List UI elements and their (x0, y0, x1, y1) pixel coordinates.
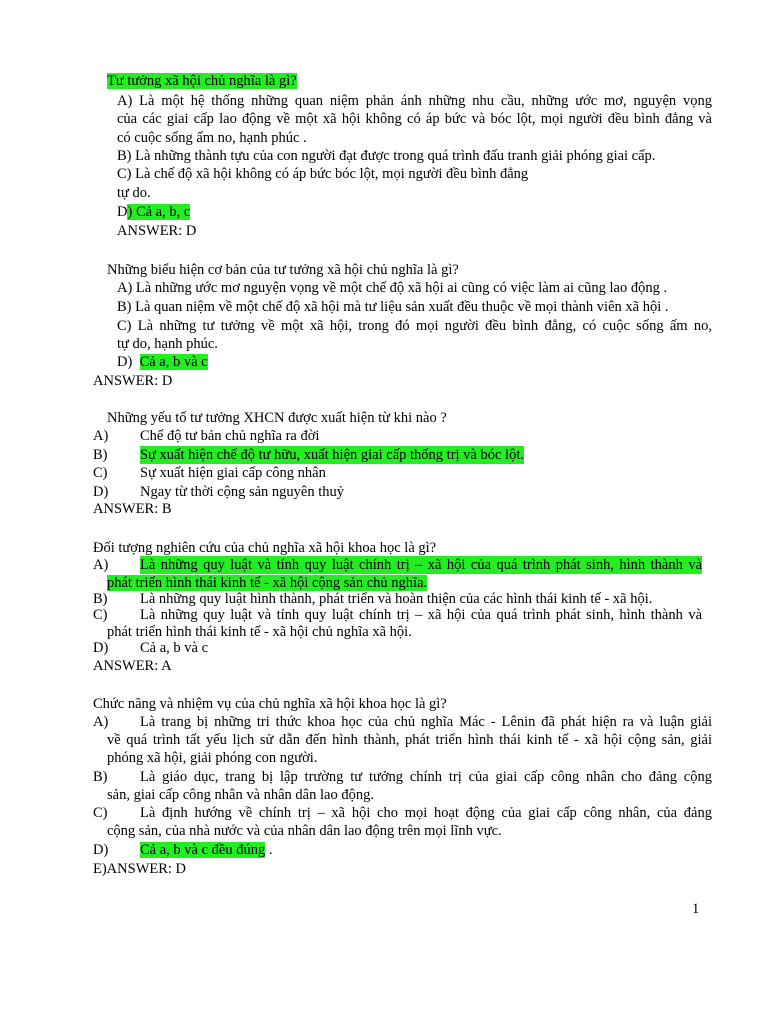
q1-option-d: D) Cả a, b, c (117, 204, 191, 220)
q3-question: Những yếu tố tư tưởng XHCN được xuất hiện từ khi nào ? (107, 410, 447, 426)
q1-option-a: A) Là một hệ thống những quan niệm phản ánh những nhu cầu, những ước mơ, nguyện vọng (117, 93, 712, 109)
q1-option-a-cont: của các giai cấp lao động về một xã hội không có áp bức và bóc lột, mọi người đều bình đẳng và (117, 111, 712, 127)
q5-question: Chức năng và nhiệm vụ của chủ nghĩa xã hội khoa học là gì? (93, 696, 447, 712)
q1-option-a-cont2: có cuộc sống ấm no, hạnh phúc . (117, 130, 307, 146)
q1-question: Tư tưởng xã hội chủ nghĩa là gì? (107, 73, 297, 89)
q4-answer: ANSWER: A (93, 658, 172, 674)
q5-answer: E)ANSWER: D (93, 861, 187, 877)
q4-question: Đối tượng nghiên cứu của chủ nghĩa xã hội khoa học là gì? (93, 540, 437, 556)
q2-option-c-cont: tự do, hạnh phúc. (117, 336, 218, 352)
q5-option-b-cont: sản, giai cấp công nhân và nhân dân lao động. (107, 787, 374, 803)
q2-question: Những biểu hiện cơ bản của tư tưởng xã hội chủ nghĩa là gì? (107, 262, 459, 278)
page-number: 1 (692, 901, 700, 917)
document-page: Tư tưởng xã hội chủ nghĩa là gì? A) Là một hệ thống những quan niệm phản ánh những nhu cầu, những ước mơ, nguyện vọng của các giai cấp lao động về một xã hội không có áp bức và bóc lột, mọi người đều bình đẳng và có cuộc sống ấm no, hạnh phúc . B) Là những thành tựu của con người đạt được trong quá trình đấu tranh giải phóng giai cấp. C) Là chế độ xã hội không có áp bức bóc lột, mọi người đều bình đẳng tự do. D) Cả a, b, c ANSWER: D Những biểu hiện cơ bản của tư tưởng xã hội chủ nghĩa là gì? A) Là những ước mơ nguyện vọng về một chế độ xã hội ai cũng có việc làm ai cũng lao động . B) Là quan niệm về một chế độ xã hội mà tư liệu sản xuất đều thuộc về mọi thành viên xã hội . C) Là những tư tưởng về một xã hội, trong đó mọi người đều bình đẳng, có cuộc sống ấm no, tự do, hạnh phúc. D) Cả a, b và c ANSWER: D Những yếu tố tư tưởng XHCN được xuất hiện từ khi nào ? A) Chế độ tư bản chủ nghĩa ra đời B) Sự xuất hiện chế độ tư hữu, xuất hiện giai cấp thống trị và bóc lột. C) Sự xuất hiện giai cấp công nhân D) Ngay từ thời cộng sản nguyên thuỷ ANSWER: B Đối tượng nghiên cứu của chủ nghĩa xã hội khoa học là gì? A) Là những quy luật và tính quy luật chính trị – xã hội của quá trình phát sinh, hình thành và phát triển hình thái kinh tế - xã hội cộng sản chủ nghĩa. B) Là những quy luật hình thành, phát triển và hoàn thiện của các hình thái kinh tế - xã hội. C) Là những quy luật và tính quy luật chính trị – xã hội của quá trình phát sinh, hình thành và phát triển hình thái kinh tế - xã hội chủ nghĩa xã hội. D) Cả a, b và c ANSWER: A Chức năng và nhiệm vụ của chủ nghĩa xã hội khoa học là gì? A) Là trang bị những tri thức khoa học của chủ nghĩa Mác - Lênin đã phát hiện ra và luận giải về quá trình tất yếu lịch sử dẫn đến hình thành, phát triển hình thái kinh tế - xã hội cộng sản, giải phóng xã hội, giải phóng con người. B) Là giáo dục, trang bị lập trường tư tưởng chính trị của giai cấp công nhân cho đảng cộng sản, giai cấp công nhân và nhân dân lao động. C) Là định hướng về chính trị – xã hội cho mọi hoạt động của giai cấp công nhân, của đảng cộng sản, của nhà nước và của nhân dân lao động trên mọi lĩnh vực. D) Cả a, b và c đều đúng . E)ANSWER: D 1 (93, 73, 712, 917)
q5-option-a-cont: về quá trình tất yếu lịch sử dẫn đến hình thành, phát triển hình thái kinh tế - xã hội cộng sản, giải (107, 732, 712, 748)
q1-option-c: C) Là chế độ xã hội không có áp bức bóc lột, mọi người đều bình đẳng (117, 166, 529, 182)
q1-option-b: B) Là những thành tựu của con người đạt được trong quá trình đấu tranh giải phóng giai cấp. (117, 148, 656, 164)
q4-option-c-cont: phát triển hình thái kinh tế - xã hội chủ nghĩa xã hội. (107, 624, 412, 640)
q3-answer: ANSWER: B (93, 501, 172, 517)
q2-option-d: D) Cả a, b và c (117, 354, 208, 370)
q2-option-c: C) Là những tư tưởng về một xã hội, trong đó mọi người đều bình đẳng, có cuộc sống ấm no, (117, 318, 712, 334)
q2-option-a: A) Là những ước mơ nguyện vọng về một chế độ xã hội ai cũng có việc làm ai cũng lao động . (117, 280, 668, 296)
q4-option-a-cont: phát triển hình thái kinh tế - xã hội cộng sản chủ nghĩa. (107, 575, 428, 591)
q2-answer: ANSWER: D (93, 373, 173, 389)
q1-answer: ANSWER: D (117, 223, 197, 239)
q2-option-b: B) Là quan niệm về một chế độ xã hội mà tư liệu sản xuất đều thuộc về mọi thành viên xã hội . (117, 299, 669, 315)
q5-option-a-cont2: phóng xã hội, giải phóng con người. (107, 750, 318, 766)
q5-option-c-cont: cộng sản, của nhà nước và của nhân dân lao động trên mọi lĩnh vực. (107, 823, 502, 839)
q1-option-c-cont: tự do. (117, 185, 151, 201)
